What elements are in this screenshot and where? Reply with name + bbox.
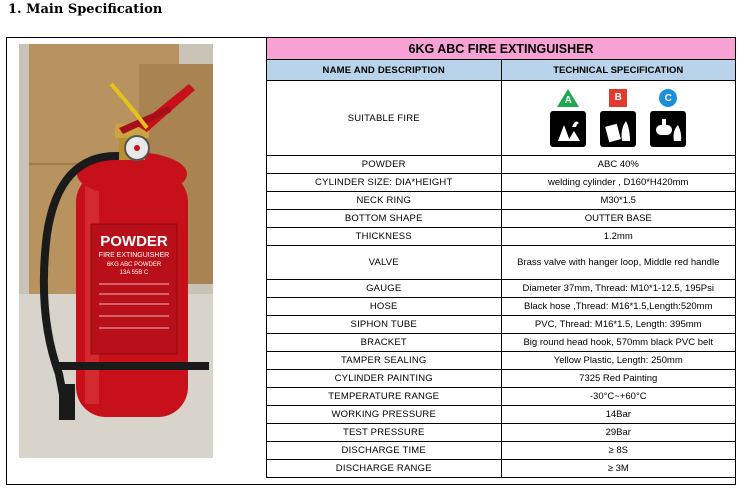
spec-value: OUTTER BASE xyxy=(501,210,736,228)
spec-value: ≥ 3M xyxy=(501,460,736,478)
fire-class-c-icon xyxy=(650,89,686,151)
spec-value: Brass valve with hanger loop, Middle red handle xyxy=(501,246,736,280)
table-row xyxy=(267,210,736,228)
fire-class-a-icon xyxy=(550,89,586,151)
product-title: 6KG ABC FIRE EXTINGUISHER xyxy=(267,38,736,60)
table-row xyxy=(267,424,736,442)
spec-value: Black hose ,Thread: M16*1.5,Length:520mm xyxy=(501,298,736,316)
table-row xyxy=(267,460,736,478)
label-6kg: 6KG ABC POWDER xyxy=(106,262,162,268)
table-row xyxy=(267,406,736,424)
table-row xyxy=(267,298,736,316)
spec-name: CYLINDER SIZE: DIA*HEIGHT xyxy=(267,174,502,192)
spec-value: -30°C~+60°C xyxy=(501,388,736,406)
suitable-fire-icons xyxy=(501,81,736,156)
header-name-description: NAME AND DESCRIPTION xyxy=(267,60,502,81)
spec-name: HOSE xyxy=(267,298,502,316)
fire-class-b-letter: B xyxy=(614,92,622,103)
spec-value: 7325 Red Painting xyxy=(501,370,736,388)
extinguisher-illustration xyxy=(19,44,213,458)
spec-name: TEST PRESSURE xyxy=(267,424,502,442)
table-row xyxy=(267,280,736,298)
table-row xyxy=(267,388,736,406)
table-row xyxy=(267,246,736,280)
table-row xyxy=(267,228,736,246)
table-row xyxy=(267,174,736,192)
table-row xyxy=(267,334,736,352)
spec-name: NECK RING xyxy=(267,192,502,210)
spec-name: SIPHON TUBE xyxy=(267,316,502,334)
spec-name: CYLINDER PAINTING xyxy=(267,370,502,388)
spec-name: GAUGE xyxy=(267,280,502,298)
spec-value: Yellow Plastic, Length: 250mm xyxy=(501,352,736,370)
spec-value: PVC, Thread: M16*1.5, Length: 395mm xyxy=(501,316,736,334)
suitable-fire-label: SUITABLE FIRE xyxy=(267,81,502,156)
table-row xyxy=(267,442,736,460)
spec-value: ≥ 8S xyxy=(501,442,736,460)
label-fire-extinguisher: FIRE EXTINGUISHER xyxy=(98,252,170,259)
spec-value: M30*1.5 xyxy=(501,192,736,210)
spec-value: 29Bar xyxy=(501,424,736,442)
spec-name: THICKNESS xyxy=(267,228,502,246)
table-row xyxy=(267,370,736,388)
flammable-gas-icon xyxy=(650,111,686,147)
spec-value: 14Bar xyxy=(501,406,736,424)
spec-value: Diameter 37mm, Thread: M10*1-12.5, 195Psi xyxy=(501,280,736,298)
spec-value: welding cylinder , D160*H420mm xyxy=(501,174,736,192)
label-powder: POWDER xyxy=(100,233,168,250)
fire-class-a-letter: A xyxy=(564,95,572,106)
section-heading: 1. Main Specification xyxy=(8,2,163,17)
table-row xyxy=(267,316,736,334)
spec-value: 1.2mm xyxy=(501,228,736,246)
spec-name: BRACKET xyxy=(267,334,502,352)
spec-name: POWDER xyxy=(267,156,502,174)
table-row xyxy=(267,352,736,370)
spec-value: Big round head hook, 570mm black PVC belt xyxy=(501,334,736,352)
ordinary-combustibles-icon xyxy=(550,111,586,147)
label-rating: 13A 55B C xyxy=(119,270,149,276)
spec-name: VALVE xyxy=(267,246,502,280)
table-row-suitable-fire xyxy=(267,81,736,156)
spec-value: ABC 40% xyxy=(501,156,736,174)
table-row xyxy=(267,156,736,174)
spec-name: TEMPERATURE RANGE xyxy=(267,388,502,406)
spec-name: TAMPER SEALING xyxy=(267,352,502,370)
extinguisher-photo xyxy=(19,44,213,458)
fire-class-c-letter: C xyxy=(664,93,672,104)
header-technical-spec: TECHNICAL SPECIFICATION xyxy=(501,60,736,81)
table-row xyxy=(267,192,736,210)
spec-name: DISCHARGE RANGE xyxy=(267,460,502,478)
flammable-liquids-icon xyxy=(600,111,636,147)
spec-table xyxy=(266,37,736,478)
spec-name: BOTTOM SHAPE xyxy=(267,210,502,228)
fire-class-b-icon xyxy=(600,89,636,151)
spec-name: WORKING PRESSURE xyxy=(267,406,502,424)
spec-name: DISCHARGE TIME xyxy=(267,442,502,460)
